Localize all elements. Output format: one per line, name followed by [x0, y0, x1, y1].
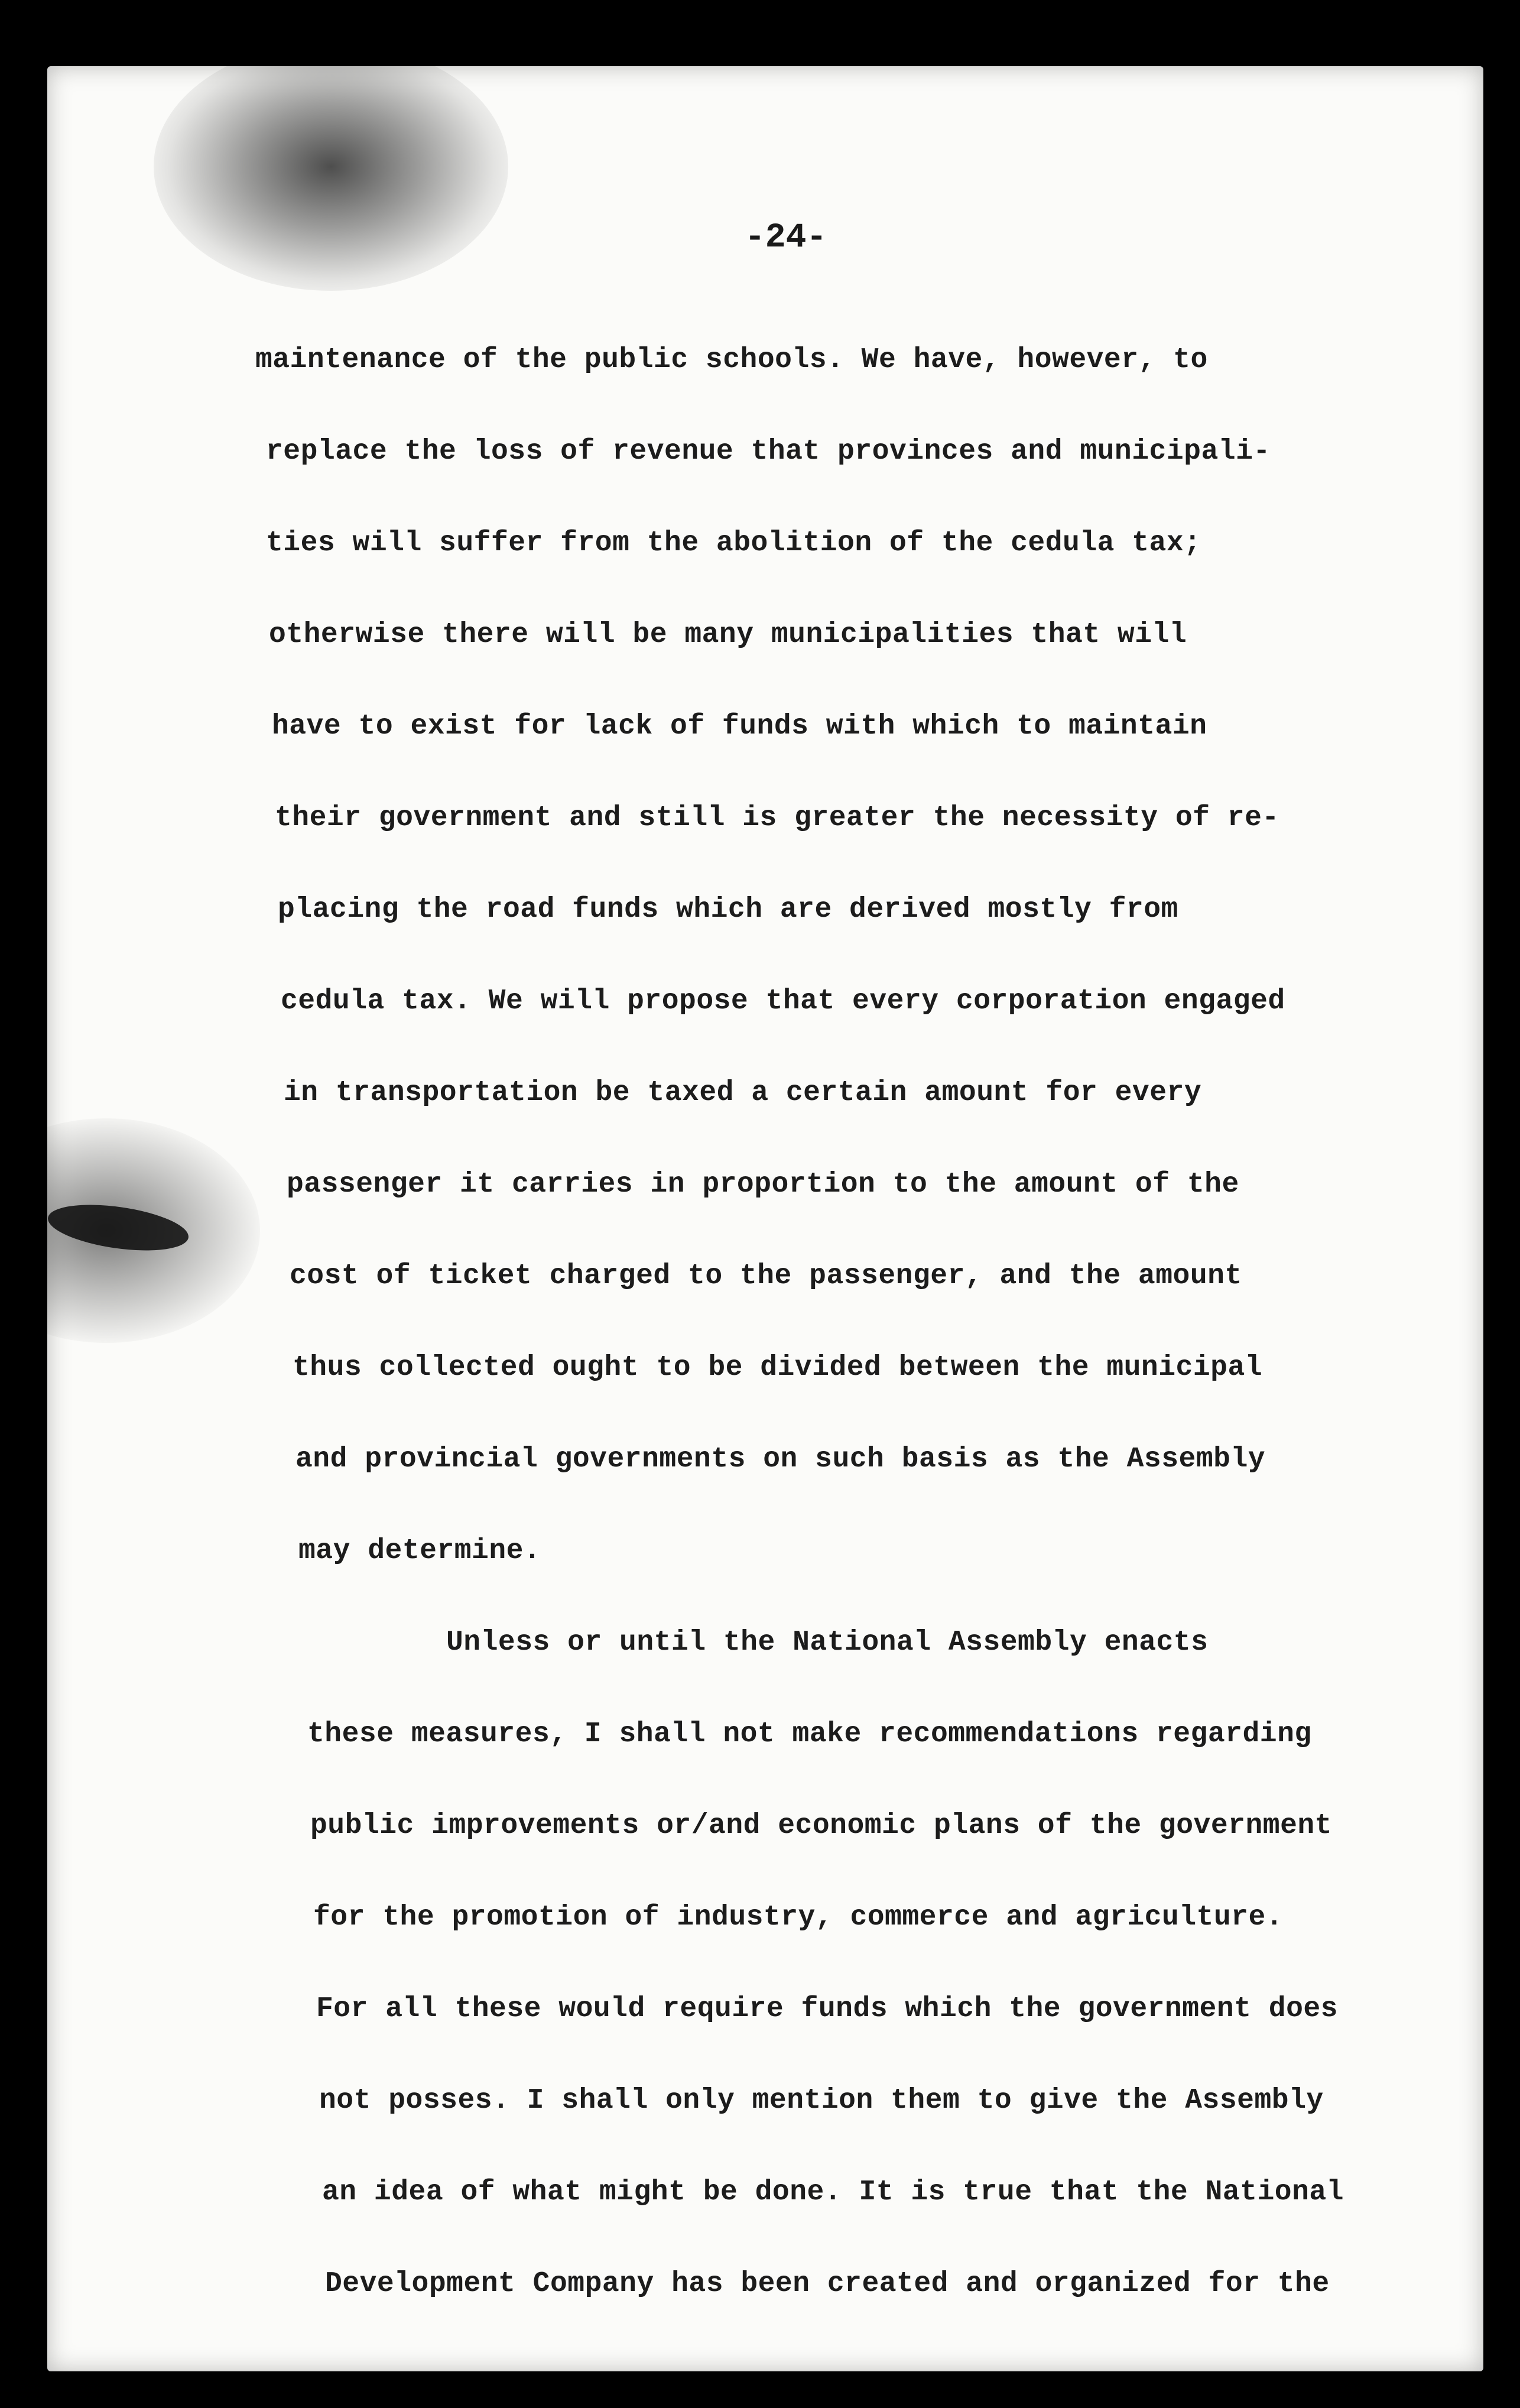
text-line-5: have to exist for lack of funds with which to maintain	[272, 710, 1207, 742]
text-line-15: Unless or until the National Assembly enacts	[446, 1627, 1209, 1659]
text-line-3: ties will suffer from the abolition of the cedula tax;	[266, 527, 1201, 559]
text-line-16: these measures, I shall not make recommendations regarding	[307, 1718, 1312, 1750]
page-number: -24-	[745, 219, 827, 257]
text-line-8: cedula tax. We will propose that every corporation engaged	[281, 985, 1285, 1017]
text-line-6: their government and still is greater the necessity of re-	[275, 802, 1279, 834]
text-line-10: passenger it carries in proportion to the amount of the	[287, 1169, 1239, 1200]
text-line-17: public improvements or/and economic plans of the government	[310, 1810, 1332, 1842]
text-line-1: maintenance of the public schools. We have, however, to	[255, 344, 1208, 376]
text-line-18: for the promotion of industry, commerce and agriculture.	[313, 1901, 1284, 1933]
text-line-20: not posses. I shall only mention them to give the Assembly	[319, 2085, 1324, 2117]
text-line-7: placing the road funds which are derived mostly from	[278, 894, 1178, 926]
text-line-21: an idea of what might be done. It is true that the National	[322, 2176, 1344, 2208]
text-line-22: Development Company has been created and organized for the	[325, 2268, 1330, 2300]
text-line-4: otherwise there will be many municipalities that will	[269, 619, 1187, 651]
text-line-9: in transportation be taxed a certain amount for every	[284, 1077, 1202, 1109]
text-line-13: and provincial governments on such basis as the Assembly	[295, 1443, 1266, 1475]
typewritten-page	[47, 66, 1483, 2371]
text-line-19: For all these would require funds which the government does	[316, 1993, 1338, 2025]
text-line-14: may determine.	[298, 1535, 541, 1567]
text-line-2: replace the loss of revenue that provinces and municipali-	[266, 436, 1271, 468]
text-line-11: cost of ticket charged to the passenger, and the amount	[290, 1260, 1242, 1292]
ink-stain-top	[154, 66, 508, 291]
text-line-12: thus collected ought to be divided between the municipal	[293, 1352, 1263, 1384]
